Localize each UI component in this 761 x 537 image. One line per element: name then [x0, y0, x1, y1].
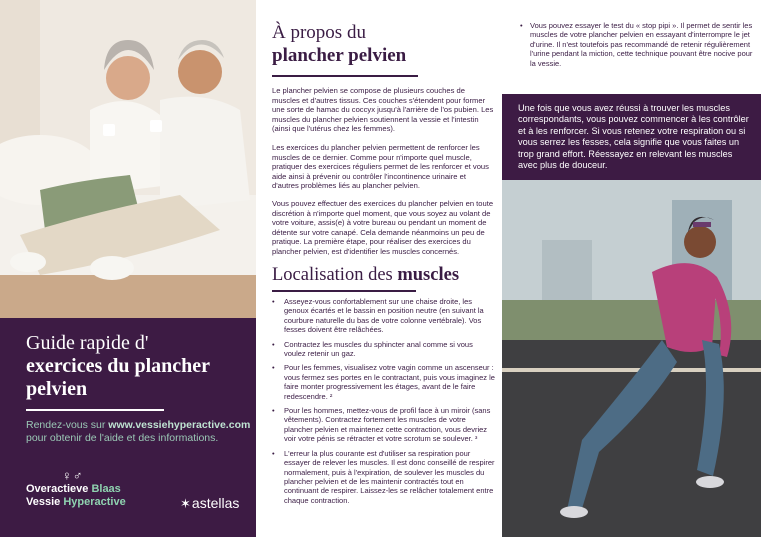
brand-word-vessie: Vessie [26, 496, 64, 508]
brand-word-hyperactive: Hyperactive [63, 496, 126, 508]
heading-apropos [272, 21, 406, 67]
couple-photo [0, 0, 256, 318]
right-column [502, 0, 761, 537]
heading-localisation-b: muscles [397, 265, 460, 285]
paragraph-intro: Le plancher pelvien se compose de plusieurs couches de muscles et d'autres tissus. Ces couches s'étendent pour former une sorte de hamac du coccyx jusqu'à l'arrière de l'os pubien. Les muscles du plancher pelvien soutiennent la vessie et l'intestin (ainsi que l'utérus chez les femmes). [272, 86, 494, 134]
people-icon: ♀♂ [62, 468, 84, 483]
exercise-photo [502, 180, 761, 537]
visit-text [26, 419, 251, 445]
brand-line-fr [26, 496, 166, 509]
instruction-list [270, 297, 496, 510]
heading-underline [272, 75, 418, 77]
paragraph-benefits: Les exercices du plancher pelvien permettent de renforcer les muscles de ce dernier. Comme pour n'importe quel muscle, pratiquer des exercices réguliers permet de les renforcer et vous aide ainsi à prévenir ou contrôler l'incontinence urinaire et d'autres problèmes liés au plancher pelvien. [272, 143, 489, 191]
left-info-block [0, 318, 256, 537]
paragraph-discretion: Vous pouvez effectuer des exercices du plancher pelvien en toute discrétion à n'importe quel moment, que vous soyez au volant de votre voiture, assis(e) à votre bureau ou pendant un moment de détente sur votre canapé. Cela demande néanmoins un peu de pratique. La première étape, pour réaliser des exercices du plancher pelvien, est d'identifier les muscles concernés. [272, 199, 494, 256]
list-item: • Vous pouvez essayer le test du « stop pipi ». Il permet de sentir les muscles de votre plancher pelvien en essayant d'interrompre le jet d'urine. Il n'est toutefois pas recommandé de retenir régulièrement l'urine pendant la miction, cette technique pouvant être nocive pour la vessie. [530, 21, 760, 68]
divider [26, 409, 164, 411]
website-link[interactable]: www.vessiehyperactive.com [108, 419, 251, 431]
guide-title-line2: exercices du plancher pelvien [26, 355, 210, 400]
company-logo [180, 495, 239, 512]
left-panel [0, 0, 256, 537]
guide-title [26, 332, 246, 401]
list-item: • L'erreur la plus courante est d'utiliser sa respiration pour essayer de relever les muscles. Il est donc conseillé de respirer normalement, puis à l'expiration, de soulever les muscles du plancher pelvien et de les maintenir contractés tout en continuant de respirer. Laissez-les se relâcher totalement entre chaque contraction. [270, 449, 496, 505]
tip-box [502, 94, 761, 180]
list-item: • Contractez les muscles du sphincter anal comme si vous voulez retenir un gaz. [270, 340, 496, 359]
list-item: • Asseyez-vous confortablement sur une chaise droite, les genoux écartés et le bassin en position neutre (en suivant la courbure naturelle du bas de votre colonne vertébrale). Vos fesses doivent être relâchées. [270, 297, 496, 335]
company-name: astellas [191, 495, 240, 511]
star-icon: ✶ [180, 496, 191, 511]
stop-pipi-note [518, 21, 760, 68]
heading-underline-2 [272, 290, 416, 292]
middle-column [256, 0, 502, 537]
brand-word-overactieve: Overactieve [26, 483, 92, 495]
visit-suffix: pour obtenir de l'aide et des informations. [26, 432, 219, 444]
woman-stretching-illustration [502, 180, 761, 537]
tip-text: Une fois que vous avez réussi à trouver les muscles correspondants, vous pouvez commencer à les contrôler et à les renforcer. Si vous retenez votre respiration ou si vous serrez les fesses, cela signifie que vous faites un trop grand effort. Réessayez en relevant les muscles avec plus de douceur. [518, 103, 749, 171]
brand-line-nl [26, 483, 166, 496]
list-item: • Pour les femmes, visualisez votre vagin comme un ascenseur : vous fermez ses portes en le contractant, puis vous imaginez le faire monter progressivement les étages, avant de le faire redescendre. ² [270, 363, 496, 401]
heading-localisation-a: Localisation des [272, 265, 398, 285]
visit-prefix: Rendez-vous sur [26, 419, 109, 431]
heading-localisation [272, 265, 459, 286]
heading-apropos-line2: plancher pelvien [272, 45, 407, 66]
list-item: • Pour les hommes, mettez-vous de profil face à un miroir (sans vêtements). Contractez fortement les muscles de votre plancher pelvien et maintenez cette contraction, vous devriez voir votre pénis se rétracter et votre scrotum se soulever. ³ [270, 406, 496, 444]
guide-title-line1: Guide rapide d' [26, 332, 149, 354]
brand-logo [26, 468, 166, 509]
heading-apropos-line1: À propos du [272, 22, 366, 43]
couple-illustration [0, 0, 256, 318]
brand-word-blaas: Blaas [91, 483, 121, 495]
